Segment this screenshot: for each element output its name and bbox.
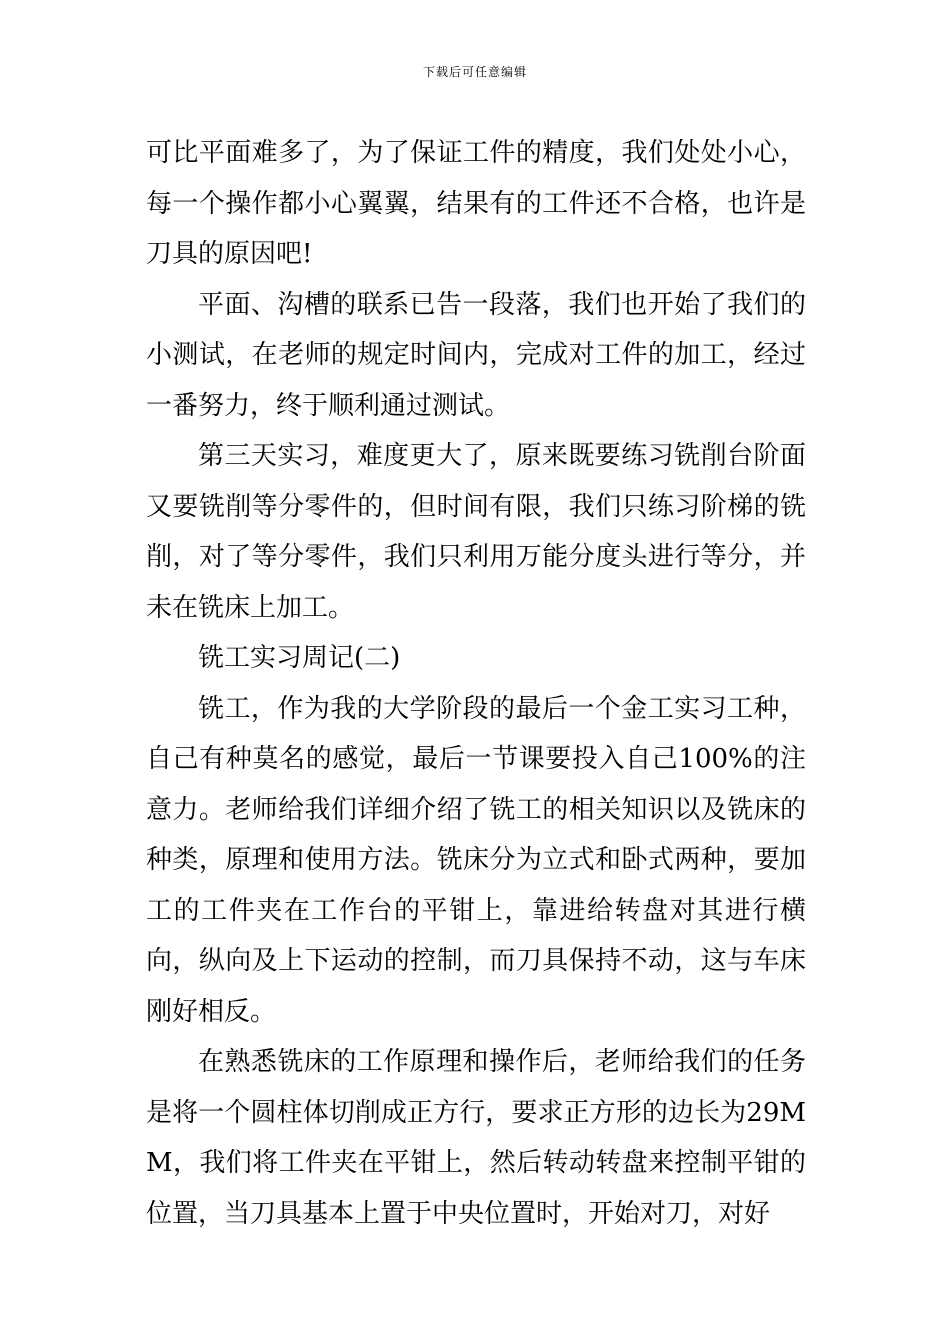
section-heading: 铣工实习周记(二) (198, 643, 401, 673)
page-header: 下载后可任意编辑 (422, 65, 527, 79)
paragraph-1: 可比平面难多了，为了保证工件的精度，我们处处小心，每一个操作都小心翼翼，结果有的工件还不合格，也许是刀具的原因吧! (146, 138, 806, 269)
paragraph-5: 在熟悉铣床的工作原理和操作后，老师给我们的任务是将一个圆柱体切削成正方行，要求正方形的边长为29MM，我们将工件夹在平钳上，然后转动转盘来控制平钳的位置，当刀具基本上置于中央位置时，开始对刀，对好 (146, 1047, 806, 1229)
paragraph-4: 铣工，作为我的大学阶段的最后一个金工实习工种，自己有种莫名的感觉，最后一节课要投入自己100%的注意力。老师给我们详细介绍了铣工的相关知识以及铣床的种类，原理和使用方法。铣床分为立式和卧式两种，要加工的工件夹在工作台的平钳上，靠进给转盘对其进行横向，纵向及上下运动的控制，而刀具保持不动，这与车床刚好相反。 (146, 693, 806, 1027)
paragraph-3: 第三天实习，难度更大了，原来既要练习铣削台阶面又要铣削等分零件的，但时间有限，我们只练习阶梯的铣削，对了等分零件，我们只利用万能分度头进行等分，并未在铣床上加工。 (146, 441, 806, 623)
paragraph-2: 平面、沟槽的联系已告一段落，我们也开始了我们的小测试，在老师的规定时间内，完成对工件的加工，经过一番努力，终于顺利通过测试。 (146, 289, 806, 421)
document-body (146, 128, 806, 1239)
